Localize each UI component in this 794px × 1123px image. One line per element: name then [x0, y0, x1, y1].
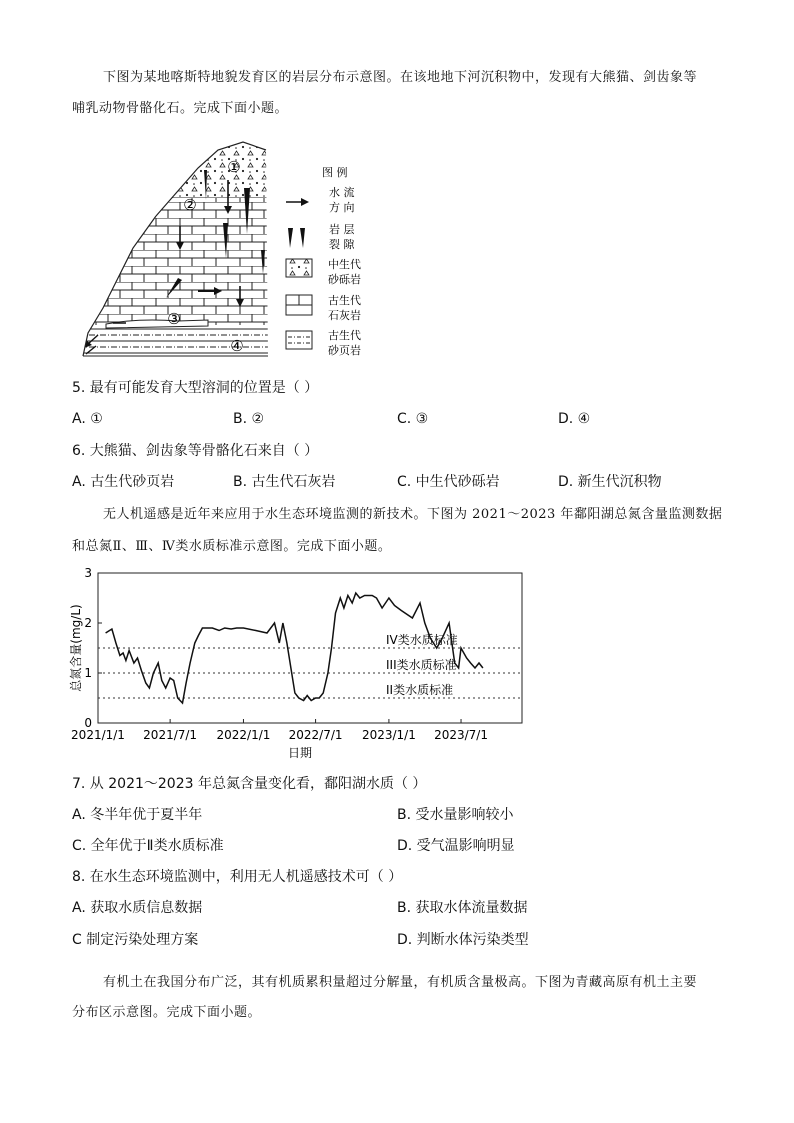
crack-wedge-icon — [288, 228, 305, 248]
section1-intro-line1: 下图为某地喀斯特地貌发育区的岩层分布示意图。在该地地下河沉积物中，发现有大熊猫、剑齿象等 — [103, 70, 698, 85]
legend-crack-line2: 裂 隙 — [329, 238, 355, 251]
q7-option-d[interactable]: D. 受气温影响明显 — [397, 838, 515, 854]
legend-limestone-line2: 石灰岩 — [328, 309, 361, 322]
conglomerate-pattern-icon — [286, 259, 312, 277]
limestone-pattern-icon — [286, 295, 312, 315]
q5-option-a[interactable]: A. ① — [72, 411, 103, 427]
y-tick-label: 2 — [84, 616, 92, 630]
y-tick-label: 1 — [84, 666, 92, 680]
q5-option-b[interactable]: B. ② — [233, 411, 265, 427]
x-tick-label: 2021/7/1 — [143, 728, 198, 742]
q5-option-d[interactable]: D. ④ — [558, 411, 591, 427]
section3-intro-line2: 分布区示意图。完成下面小题。 — [72, 1005, 262, 1020]
q6-option-b[interactable]: B. 古生代石灰岩 — [233, 474, 336, 490]
marker-1: ① — [227, 158, 241, 176]
q7-option-b[interactable]: B. 受水量影响较小 — [397, 807, 514, 823]
q8-option-b[interactable]: B. 获取水体流量数据 — [397, 900, 528, 916]
standard-label: II类水质标准 — [386, 683, 454, 697]
q8-option-c[interactable]: C 制定污染处理方案 — [72, 932, 199, 948]
legend-title: 图 例 — [322, 166, 348, 179]
legend-crack-line1: 岩 层 — [329, 223, 355, 236]
q7-stem: 7. 从 2021～2023 年总氮含量变化看，鄱阳湖水质（ ） — [72, 776, 427, 792]
section2-intro-line2: 和总氮Ⅱ、Ⅲ、Ⅳ类水质标准示意图。完成下面小题。 — [72, 539, 392, 554]
x-tick-label: 2023/7/1 — [434, 728, 488, 742]
arrow-icon — [286, 198, 309, 206]
y-tick-label: 3 — [84, 566, 92, 580]
x-tick-label: 2023/1/1 — [361, 728, 416, 742]
standard-label: IV类水质标准 — [386, 633, 458, 647]
q6-option-a[interactable]: A. 古生代砂页岩 — [72, 474, 175, 490]
diagram-legend — [286, 165, 361, 357]
q6-option-d[interactable]: D. 新生代沉积物 — [558, 474, 662, 490]
legend-conglomerate-line1: 中生代 — [328, 258, 361, 271]
legend-flow-line1: 水 流 — [329, 186, 355, 199]
shale-pattern-icon — [286, 331, 312, 349]
q7-option-c[interactable]: C. 全年优于Ⅱ类水质标准 — [72, 838, 224, 854]
legend-limestone-line1: 古生代 — [328, 294, 361, 307]
section1-intro-line2: 哺乳动物骨骼化石。完成下面小题。 — [72, 101, 289, 116]
q6-option-c[interactable]: C. 中生代砂砾岩 — [397, 474, 500, 490]
q8-stem: 8. 在水生态环境监测中，利用无人机遥感技术可（ ） — [72, 869, 403, 885]
section3-intro-line1: 有机土在我国分布广泛，其有机质累积量超过分解量，有机质含量极高。下图为青藏高原有机土主要 — [103, 975, 698, 990]
legend-shale-line2: 砂页岩 — [328, 344, 361, 357]
q6-stem: 6. 大熊猫、剑齿象等骨骼化石来自（ ） — [72, 443, 319, 459]
q5-option-c[interactable]: C. ③ — [397, 411, 429, 427]
x-tick-label: 2021/1/1 — [71, 728, 125, 742]
q7-option-a[interactable]: A. 冬半年优于夏半年 — [72, 807, 203, 823]
legend-shale-line1: 古生代 — [328, 329, 361, 342]
karst-strata-diagram — [78, 138, 378, 362]
legend-flow-line2: 方 向 — [329, 201, 355, 214]
section2-intro-line1: 无人机遥感是近年来应用于水生态环境监测的新技术。下图为 2021～2023 年鄱阳湖总氮含量监测数据 — [103, 507, 723, 522]
marker-2: ② — [183, 196, 197, 214]
x-tick-label: 2022/7/1 — [288, 728, 343, 742]
marker-4: ④ — [230, 337, 244, 355]
legend-conglomerate-line2: 砂砾岩 — [328, 273, 361, 286]
marker-3: ③ — [167, 310, 181, 328]
nitrogen-line-chart — [68, 562, 538, 762]
x-tick-label: 2022/1/1 — [216, 728, 271, 742]
q8-option-a[interactable]: A. 获取水质信息数据 — [72, 900, 203, 916]
x-axis-label: 日期 — [287, 746, 313, 760]
standard-label: III类水质标准 — [386, 658, 457, 672]
y-axis-label: 总氮含量(mg/L) — [69, 604, 83, 692]
q8-option-d[interactable]: D. 判断水体污染类型 — [397, 932, 529, 948]
y-tick-label: 0 — [84, 716, 92, 730]
q5-stem: 5. 最有可能发育大型溶洞的位置是（ ） — [72, 380, 319, 396]
